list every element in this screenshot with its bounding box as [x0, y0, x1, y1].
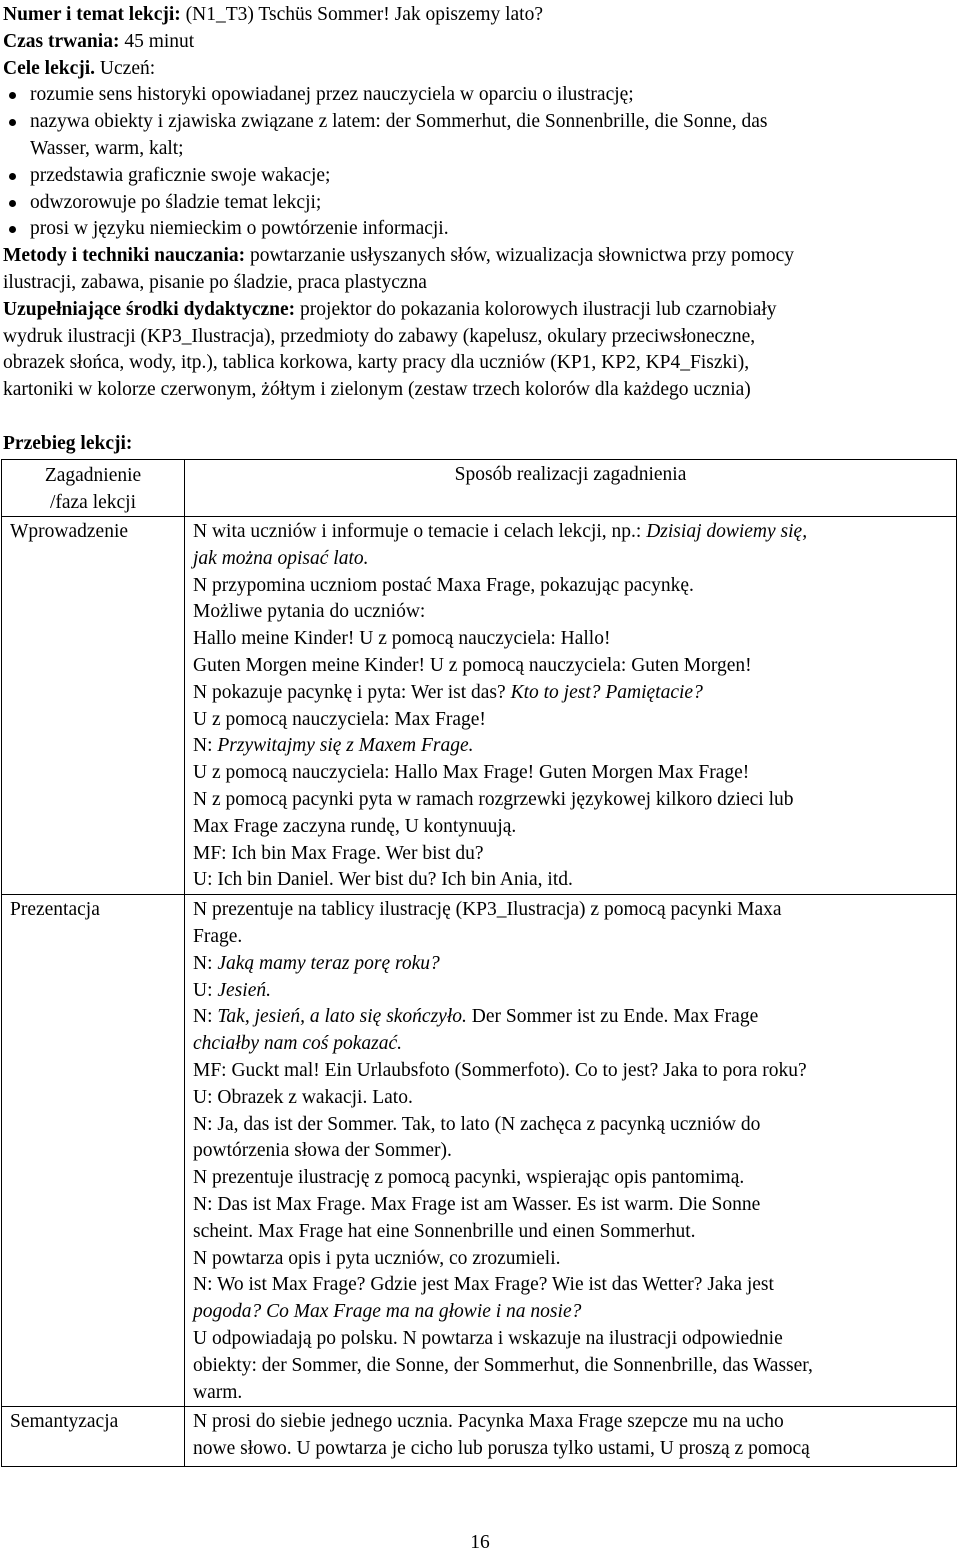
- method-line: Frage.: [193, 925, 243, 947]
- goal-item: rozumie sens historyki opowiadanej przez nauczyciela w oparciu o ilustrację;: [3, 82, 957, 109]
- topic-value: (N1_T3) Tschüs Sommer! Jak opiszemy lato?: [180, 4, 544, 25]
- phase-cell: Semantyzacja: [2, 1407, 185, 1467]
- goals-label: Cele lekcji.: [3, 57, 96, 79]
- phase-cell: Wprowadzenie: [2, 517, 185, 895]
- goal-item: prosi w języku niemieckim o powtórzenie informacji.: [3, 216, 957, 243]
- method-line: N: Tak, jesień, a lato się skończyło. Der Sommer ist zu Ende. Max Frage: [193, 1006, 759, 1028]
- method-line: U: Obrazek z wakacji. Lato.: [193, 1086, 413, 1108]
- aids-text-cont: wydruk ilustracji (KP3_Ilustracja), przedmioty do zabawy (kapelusz, okulary przeciwsłoneczne,: [3, 325, 756, 347]
- method-line: MF: Guckt mal! Ein Urlaubsfoto (Sommerfoto). Co to jest? Jaka to pora roku?: [193, 1059, 807, 1081]
- aids-text: projektor do pokazania kolorowych ilustracji lub czarnobiały: [295, 298, 777, 320]
- method-line: N: Przywitajmy się z Maxem Frage.: [193, 735, 474, 757]
- method-line: chciałby nam coś pokazać.: [193, 1033, 403, 1055]
- method-line: N z pomocą pacynki pyta w ramach rozgrzewki językowej kilkoro dzieci lub: [193, 788, 794, 810]
- method-line: N: Wo ist Max Frage? Gdzie jest Max Frage? Wie ist das Wetter? Jaka jest: [193, 1274, 774, 1296]
- method-line: obiekty: der Sommer, die Sonne, der Sommerhut, die Sonnenbrille, das Wasser,: [193, 1354, 813, 1376]
- page-number: 16: [470, 1532, 490, 1553]
- document-page: [3, 2, 957, 458]
- method-line: pogoda? Co Max Frage ma na głowie i na nosie?: [193, 1301, 582, 1323]
- method-line: scheint. Max Frage hat eine Sonnenbrille und einen Sommerhut.: [193, 1220, 696, 1242]
- table-header-row: [2, 460, 957, 517]
- table-row: [2, 895, 957, 1407]
- goal-text-cont: Wasser, warm, kalt;: [30, 137, 184, 159]
- method-cell: [185, 1407, 957, 1467]
- method-line: N prosi do siebie jednego ucznia. Pacynka Maxa Frage szepcze mu na ucho: [193, 1411, 784, 1433]
- aids-text-cont: kartoniki w kolorze czerwonym, żółtym i zielonym (zestaw trzech kolorów dla każdego ucznia): [3, 379, 751, 401]
- table-row: [2, 517, 957, 895]
- method-cell: [185, 895, 957, 1407]
- goal-text: nazywa obiekty i zjawiska związane z latem: der Sommerhut, die Sonnenbrille, die Sonne, das: [30, 111, 768, 133]
- aids-label: Uzupełniające środki dydaktyczne:: [3, 298, 296, 320]
- aids-text-cont: obrazek słońca, wody, itp.), tablica korkowa, karty pracy dla uczniów (KP1, KP2, KP4_Fiszki),: [3, 352, 750, 374]
- method-line: Hallo meine Kinder! U z pomocą nauczyciela: Hallo!: [193, 628, 611, 650]
- method-line: powtórzenia słowa der Sommer).: [193, 1140, 452, 1162]
- lesson-plan-table: [1, 459, 957, 1467]
- methods-text: powtarzanie usłyszanych słów, wizualizacja słownictwa przy pomocy: [245, 245, 795, 267]
- method-cell: [185, 517, 957, 895]
- duration-label: Czas trwania:: [3, 30, 120, 52]
- method-line: N: Jaką mamy teraz porę roku?: [193, 952, 440, 974]
- goals-intro: Uczeń:: [95, 57, 156, 79]
- method-line: N: Ja, das ist der Sommer. Tak, to lato (N zachęca z pacynką uczniów do: [193, 1113, 761, 1135]
- goals-heading: [3, 56, 957, 83]
- goal-item: [3, 109, 957, 163]
- method-line: N pokazuje pacynkę i pyta: Wer ist das? Kto to jest? Pamiętacie?: [193, 681, 703, 703]
- aids-line: [3, 297, 957, 324]
- topic-label: Numer i temat lekcji:: [3, 4, 181, 25]
- method-line: N: Das ist Max Frage. Max Frage ist am Wasser. Es ist warm. Die Sonne: [193, 1193, 761, 1215]
- goals-list: [3, 82, 957, 243]
- method-line: jak można opisać lato.: [193, 547, 369, 569]
- method-line: Guten Morgen meine Kinder! U z pomocą nauczyciela: Guten Morgen!: [193, 654, 752, 676]
- method-line: U: Ich bin Daniel. Wer bist du? Ich bin Ania, itd.: [193, 869, 573, 891]
- topic-line: [3, 2, 957, 29]
- method-line: nowe słowo. U powtarza je cicho lub porusza tylko ustami, U proszą z pomocą: [193, 1438, 810, 1460]
- method-line: N prezentuje ilustrację z pomocą pacynki, wspierając opis pantomimą.: [193, 1167, 745, 1189]
- method-line: Możliwe pytania do uczniów:: [193, 601, 426, 623]
- method-line: N przypomina uczniom postać Maxa Frage, pokazując pacynkę.: [193, 574, 694, 596]
- methods-text-cont: ilustracji, zabawa, pisanie po śladzie, praca plastyczna: [3, 271, 427, 293]
- header-phase-line2: /faza lekcji: [49, 492, 137, 513]
- header-method-cell: Sposób realizacji zagadnienia: [185, 460, 957, 517]
- table-row: [2, 1407, 957, 1467]
- course-heading: Przebieg lekcji:: [3, 432, 133, 454]
- method-line: U z pomocą nauczyciela: Max Frage!: [193, 708, 486, 730]
- phase-cell: Prezentacja: [2, 895, 185, 1407]
- methods-label: Metody i techniki nauczania:: [3, 245, 246, 267]
- duration-value: 45 minut: [119, 30, 195, 52]
- method-line: U z pomocą nauczyciela: Hallo Max Frage! Guten Morgen Max Frage!: [193, 762, 750, 784]
- method-line: U: Jesień.: [193, 979, 271, 1001]
- method-line: N wita uczniów i informuje o temacie i celach lekcji, np.: Dzisiaj dowiemy się,: [193, 521, 808, 542]
- method-line: N powtarza opis i pyta uczniów, co zrozumieli.: [193, 1247, 561, 1269]
- methods-line: [3, 243, 957, 270]
- header-phase-cell: [2, 460, 185, 517]
- method-line: Max Frage zaczyna rundę, U kontynuują.: [193, 815, 517, 837]
- method-line: U odpowiadają po polsku. N powtarza i wskazuje na ilustracji odpowiednie: [193, 1327, 783, 1349]
- method-line: N prezentuje na tablicy ilustrację (KP3_Ilustracja) z pomocą pacynki Maxa: [193, 899, 782, 921]
- goal-item: odwzorowuje po śladzie temat lekcji;: [3, 190, 957, 217]
- duration-line: [3, 29, 957, 56]
- header-phase-line1: Zagadnienie: [44, 465, 142, 486]
- method-line: warm.: [193, 1381, 243, 1403]
- goal-item: przedstawia graficznie swoje wakacje;: [3, 163, 957, 190]
- method-line: MF: Ich bin Max Frage. Wer bist du?: [193, 842, 484, 864]
